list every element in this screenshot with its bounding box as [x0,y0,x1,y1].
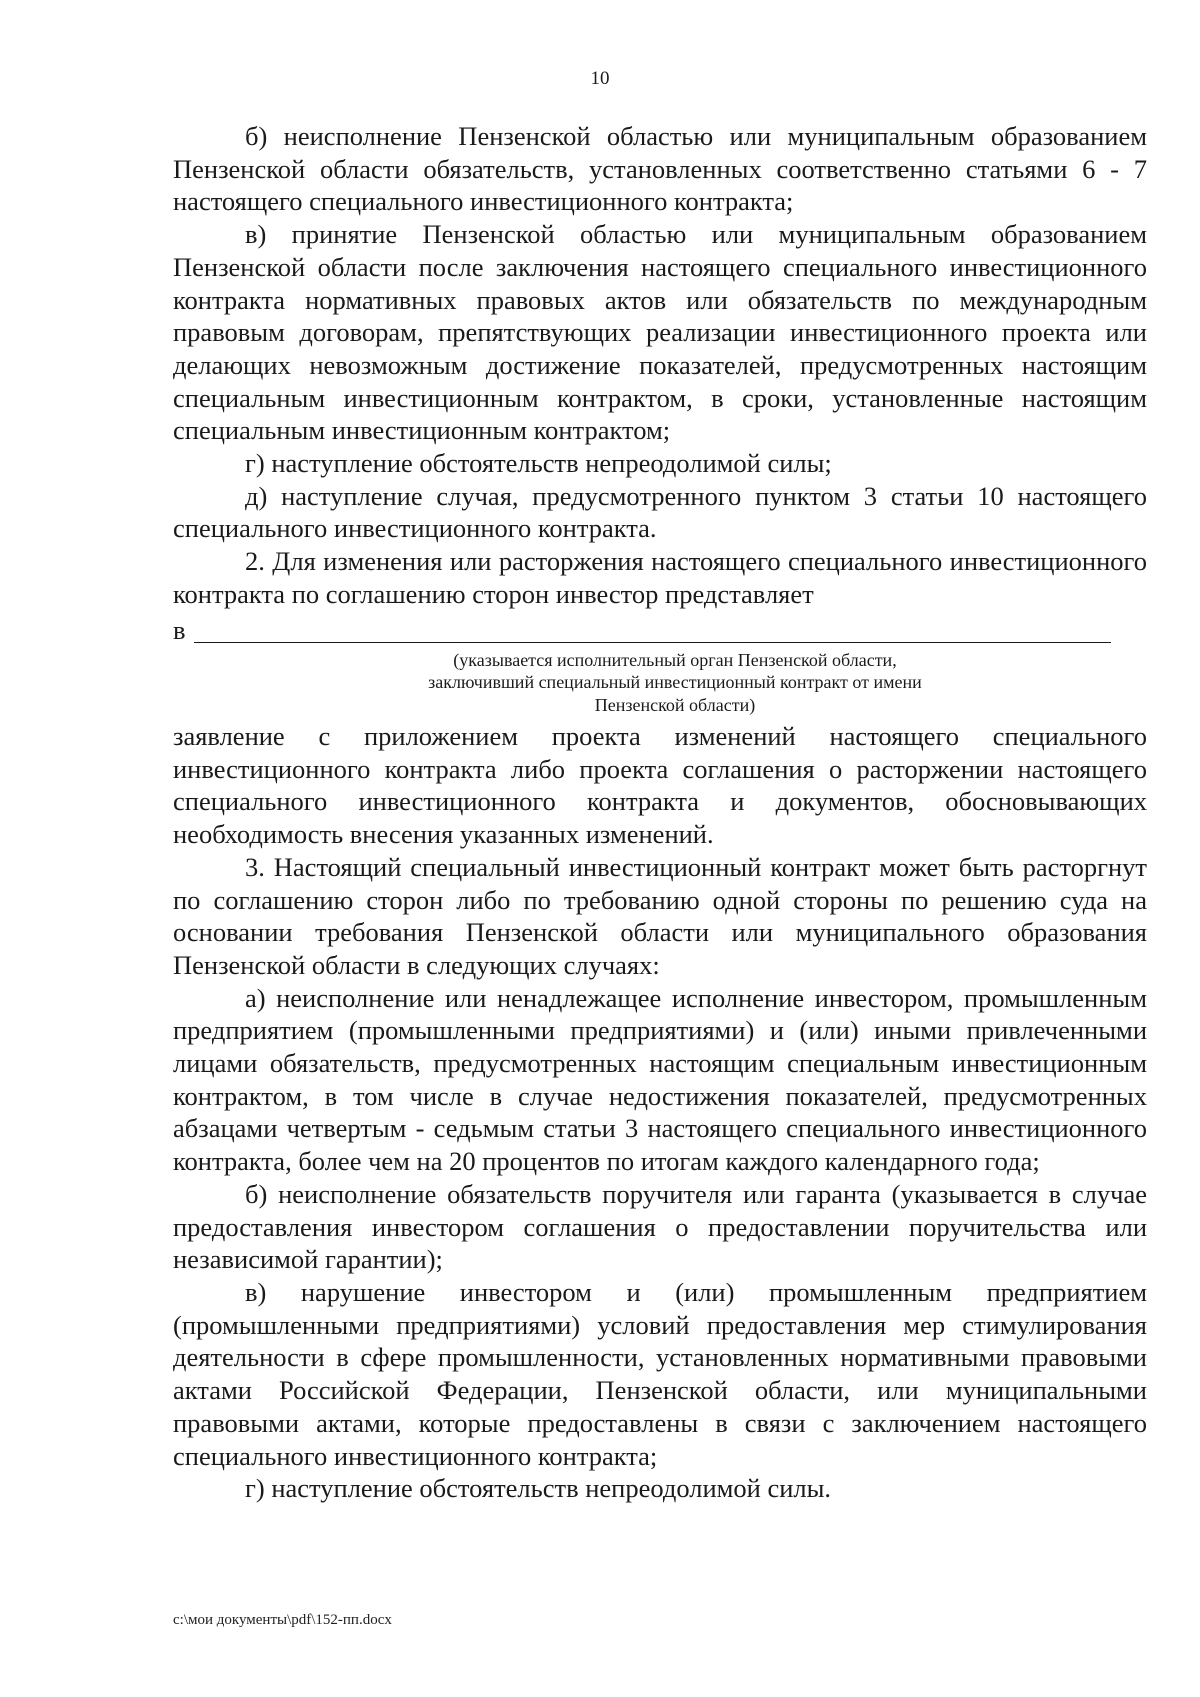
file-path-footer: c:\мои документы\pdf\152-пп.docx [173,1612,392,1628]
paragraph: г) наступление обстоятельств непреодолимой силы; [245,448,832,479]
paragraph: в) принятие Пензенской областью или муниципальным образованием Пензенской области после заключения настоящего специального инвестиционного контракта нормативных правовых актов или обязательств по международным правовым договорам, препятствующих реализации инвестиционного проекта или делающих невозможным достижение показателей, предусмотренных настоящим специальным инвестиционным контрактом, в сроки, установленные настоящим специальным инвестиционным контрактом; [173,219,1147,446]
fill-in-line [173,611,1147,643]
paragraph: д) наступление случая, предусмотренного пунктом 3 статьи 10 настоящего специального инвестиционного контракта. [173,480,1147,544]
fill-in-hint [173,649,1147,717]
paragraph: б) неисполнение Пензенской областью или муниципальным образованием Пензенской области обязательств, установленных соответственно статьями 6 - 7 настоящего специального инвестиционного контракта; [173,121,1147,217]
document-body [173,120,1147,1505]
fill-in-prefix: в [173,614,186,645]
fill-in-hint-line: заключивший специальный инвестиционный контракт от имени [428,672,922,693]
page-number: 10 [590,68,610,89]
paragraphs-bottom [173,720,1147,1505]
paragraph: б) неисполнение обязательств поручителя или гаранта (указывается в случае предоставления инвестором соглашения о предоставлении поручительства или независимой гарантии); [173,1178,1147,1275]
paragraph: г) наступление обстоятельств непреодолимой силы. [245,1473,832,1504]
paragraph: 3. Настоящий специальный инвестиционный контракт может быть расторгнут по соглашению сторон либо по требованию одной стороны по решению суда на основании требования Пензенской области или муниципального образования Пензенской области в следующих случаях: [173,851,1147,980]
paragraphs-top [173,120,1147,611]
fill-in-hint-line: (указывается исполнительный орган Пензенской области, [453,649,897,670]
paragraph: в) нарушение инвестором и (или) промышленным предприятием (промышленными предприятиями) условий предоставления мер стимулирования деятельности в сфере промышленности, установленных нормативными правовыми актами Российской Федерации, Пензенской области, или муниципальными правовыми актами, которые предоставлены в связи с заключением настоящего специального инвестиционного контракта; [173,1277,1147,1471]
fill-in-hint-line: Пензенской области) [594,694,756,715]
fill-in-underline [194,618,1111,643]
paragraph: 2. Для изменения или расторжения настоящего специального инвестиционного контракта по соглашению сторон инвестор представляет [173,546,1147,609]
paragraph: а) неисполнение или ненадлежащее исполнение инвестором, промышленным предприятием (промышленными предприятиями) и (или) иными привлеченными лицами обязательств, предусмотренных настоящим специальным инвестиционным контрактом, в том числе в случае недостижения показателей, предусмотренных абзацами четвертым - седьмым статьи 3 настоящего специального инвестиционного контракта, более чем на 20 процентов по итогам каждого календарного года; [173,982,1147,1177]
paragraph: заявление с приложением проекта изменений настоящего специального инвестиционного контракта либо проекта соглашения о расторжении настоящего специального инвестиционного контракта и документов, обосновывающих необходимость внесения указанных изменений. [173,721,1147,850]
